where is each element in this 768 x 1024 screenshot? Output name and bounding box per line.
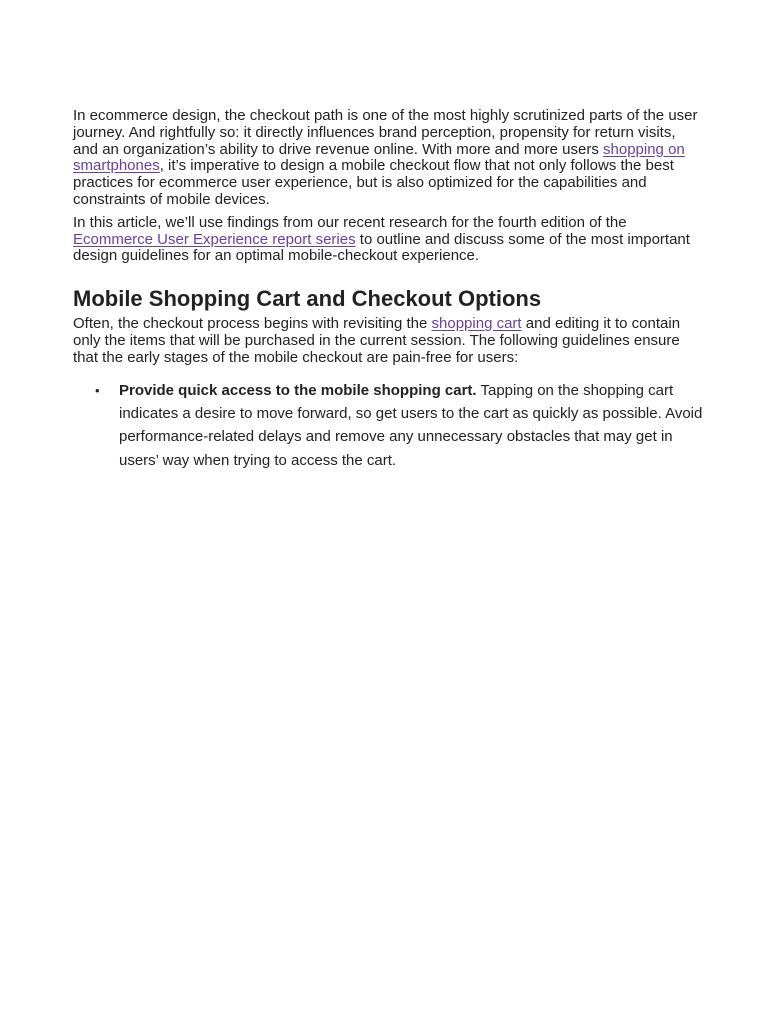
section-p1-text-before: Often, the checkout process begins with revisiting the: [73, 315, 432, 333]
section-paragraph-1: [73, 316, 703, 366]
section-p1-text-after: and editing it to contain only the items that will be purchased in the current session. The following guidelines ensure that the early stages of the mobile checkout are pain-free for users:: [73, 315, 681, 366]
intro-paragraph-1: [73, 108, 703, 209]
guidelines-list: [73, 379, 703, 473]
shopping-cart-link[interactable]: shopping cart: [431, 315, 522, 333]
section-heading: Mobile Shopping Cart and Checkout Options: [73, 286, 542, 312]
intro-p1-text-before: In ecommerce design, the checkout path is one of the most highly scrutinized parts of the user journey. And rightfully so: it directly influences brand perception, propensity for return visits, and an organization’s ability to drive revenue online. With more and more users: [73, 107, 698, 158]
intro-p2-text-before: In this article, we’ll use findings from our recent research for the fourth edition of the: [73, 213, 627, 231]
article-content: [73, 108, 703, 472]
guideline-title: Provide quick access to the mobile shopping cart.: [119, 381, 477, 399]
shopping-on-smartphones-link[interactable]: shopping on smartphones: [73, 140, 685, 175]
intro-paragraph-2: [73, 215, 703, 265]
intro-p2-text-after: to outline and discuss some of the most important design guidelines for an optimal mobile-checkout experience.: [73, 230, 690, 265]
list-item: [95, 379, 703, 473]
guideline-text: Tapping on the shopping cart indicates a desire to move forward, so get users to the cart as quickly as possible. Avoid performance-related delays and remove any unnecessary obstacles that may get in users’ way when trying to access the cart.: [119, 381, 703, 469]
ecommerce-ux-report-link[interactable]: Ecommerce User Experience report series: [73, 230, 356, 248]
bullet-icon: •: [95, 382, 100, 398]
intro-p1-text-after: , it’s imperative to design a mobile checkout flow that not only follows the best practices for ecommerce user experience, but is also optimized for the capabilities and constraints of mobile devices.: [73, 157, 674, 208]
